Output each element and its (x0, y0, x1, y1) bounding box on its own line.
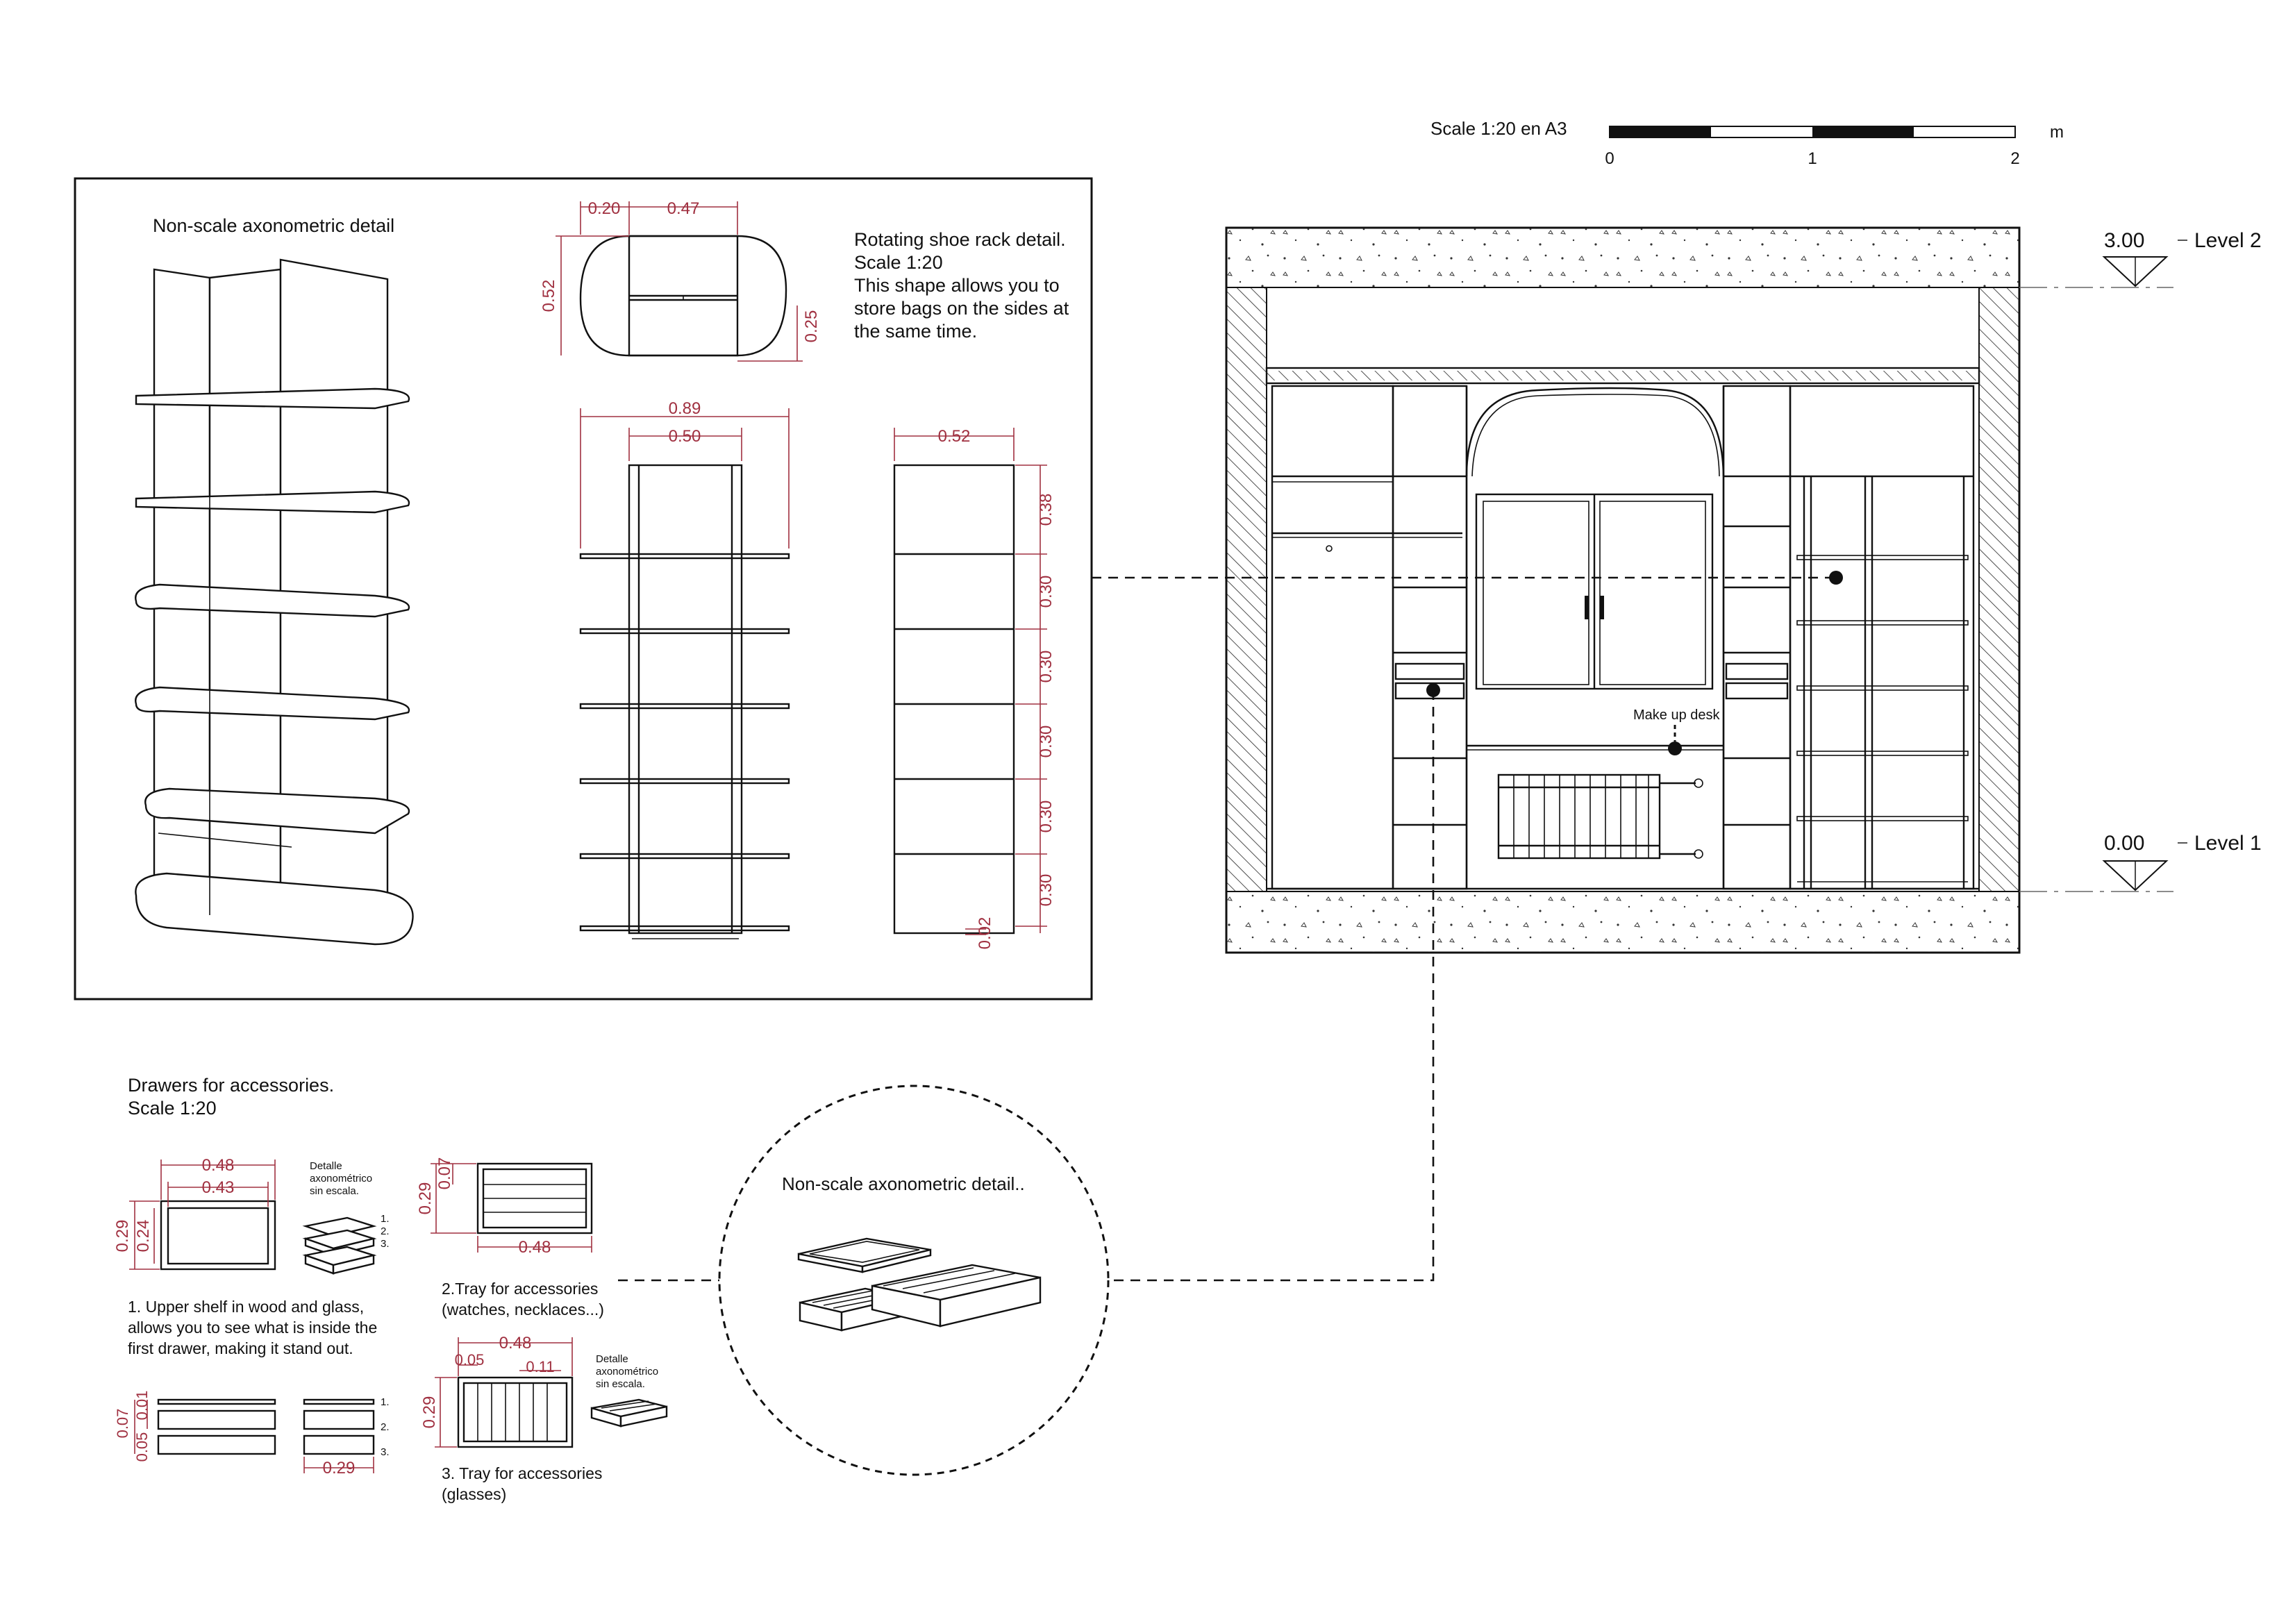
d2-desc-line-0: 2.Tray for accessories (442, 1280, 599, 1298)
side-dim-width: 0.52 (937, 427, 971, 446)
shoe-rack-desc-line-4: the same time. (854, 321, 978, 342)
stack-dim-h2: 0.01 (133, 1390, 151, 1421)
d3-dim-a: 0.05 (454, 1351, 485, 1368)
shoe-rack-desc-line-1: Scale 1:20 (854, 252, 943, 273)
d2-height-2: 0.07 (435, 1157, 454, 1190)
scale-tick-1: 1 (1808, 149, 1817, 168)
d1-axo-detail-0: Detalle (310, 1160, 342, 1172)
side-dim-spacing-3: 0.30 (1037, 725, 1055, 758)
level-marker-2 (2019, 229, 2262, 287)
shoe-rack-desc-line-0: Rotating shoe rack detail. (854, 229, 1066, 250)
plan-dim-side: 0.20 (587, 199, 621, 218)
d1-axo-num-1: 1. (381, 1213, 390, 1225)
shoe-rack-description (854, 229, 1069, 342)
drawer-1-drawing (113, 1156, 275, 1269)
dressing-room-elevation (1226, 228, 2262, 953)
side-dim-spacing-4: 0.30 (1037, 800, 1055, 833)
circle-detail-title: Non-scale axonometric detail.. (782, 1173, 1025, 1194)
stack-num-2: 2. (381, 1421, 390, 1433)
stack-dim-h3: 0.05 (133, 1432, 151, 1462)
front-dim-total: 0.89 (668, 399, 701, 418)
d1-inner-height: 0.24 (134, 1219, 153, 1253)
drawers-title-line-0: Drawers for accessories. (128, 1075, 335, 1096)
d1-desc-line-0: 1. Upper shelf in wood and glass, (128, 1298, 365, 1316)
circle-axo-detail (719, 1086, 1108, 1475)
stack-dim-h1: 0.07 (114, 1408, 131, 1439)
d1-outer-width: 0.48 (201, 1156, 235, 1175)
level-2-value: 3.00 (2104, 229, 2145, 252)
plan-dim-end: 0.25 (802, 310, 821, 343)
d3-axo-detail-0: Detalle (596, 1353, 628, 1365)
drawer-1-axo (306, 1160, 390, 1273)
shoe-rack-desc-line-2: This shape allows you to (854, 275, 1060, 296)
side-dim-spacing-1: 0.30 (1037, 575, 1055, 608)
drawer-3-axo (592, 1353, 667, 1426)
drawers-title-line-1: Scale 1:20 (128, 1098, 217, 1119)
plan-dim-depth: 0.52 (540, 279, 558, 312)
makeup-desk-label: Make up desk (1633, 708, 1720, 723)
level-marker-1 (2019, 832, 2262, 891)
scale-tick-0: 0 (1605, 149, 1614, 168)
radiator (1499, 775, 1703, 858)
shoe-rack-axo-title: Non-scale axonometric detail (153, 215, 395, 236)
d3-desc-line-1: (glasses) (442, 1485, 507, 1503)
d3-axo-detail-1: axonométrico (596, 1366, 659, 1378)
d2-desc-line-1: (watches, necklaces...) (442, 1300, 604, 1319)
d1-inner-width: 0.43 (201, 1178, 235, 1197)
scale-tick-2: 2 (2010, 149, 2020, 168)
side-dim-spacing-0: 0.38 (1037, 493, 1055, 526)
plan-dim-top: 0.47 (667, 199, 700, 218)
d1-desc-line-2: first drawer, making it stand out. (128, 1339, 353, 1357)
stack-num-3: 3. (381, 1446, 390, 1458)
stack-num-1: 1. (381, 1396, 390, 1408)
d1-desc-line-1: allows you to see what is inside the (128, 1319, 378, 1337)
d3-dim-b: 0.11 (526, 1358, 555, 1375)
d3-desc-line-0: 3. Tray for accessories (442, 1464, 603, 1482)
d1-outer-height: 0.29 (113, 1219, 132, 1253)
scale-unit: m (2050, 123, 2064, 142)
drawers-section (113, 1075, 667, 1503)
front-dim-inner: 0.50 (668, 427, 701, 446)
d1-axo-detail-2: sin escala. (310, 1185, 359, 1197)
d1-axo-detail-1: axonométrico (310, 1173, 373, 1184)
drawer-stack-section (114, 1391, 390, 1477)
drawer-2-drawing (416, 1157, 592, 1257)
stack-dim-w: 0.29 (322, 1459, 356, 1477)
d3-height: 0.29 (420, 1396, 439, 1429)
scale-bar (1430, 118, 2064, 168)
shoe-rack-front-view (581, 399, 789, 939)
side-dim-spacing-5: 0.30 (1037, 873, 1055, 907)
d1-axo-num-2: 2. (381, 1225, 390, 1237)
scale-bar-label: Scale 1:20 en A3 (1430, 118, 1567, 139)
side-dim-spacing-2: 0.30 (1037, 650, 1055, 683)
d1-axo-num-3: 3. (381, 1238, 390, 1250)
shoe-rack-axonometric (135, 260, 412, 944)
drawer-3-drawing (420, 1334, 572, 1447)
level-2-name: Level 2 (2194, 229, 2262, 252)
d2-width: 0.48 (518, 1238, 551, 1257)
d2-height: 0.29 (416, 1182, 435, 1215)
side-dim-base: 0.02 (976, 916, 994, 950)
level-1-name: Level 1 (2194, 832, 2262, 855)
d3-axo-detail-2: sin escala. (596, 1378, 645, 1390)
d3-width: 0.48 (499, 1334, 532, 1353)
shoe-rack-side-view (894, 427, 1055, 949)
shoe-rack-desc-line-3: store bags on the sides at (854, 298, 1069, 319)
shoe-rack-plan (540, 199, 821, 361)
level-1-value: 0.00 (2104, 832, 2145, 855)
